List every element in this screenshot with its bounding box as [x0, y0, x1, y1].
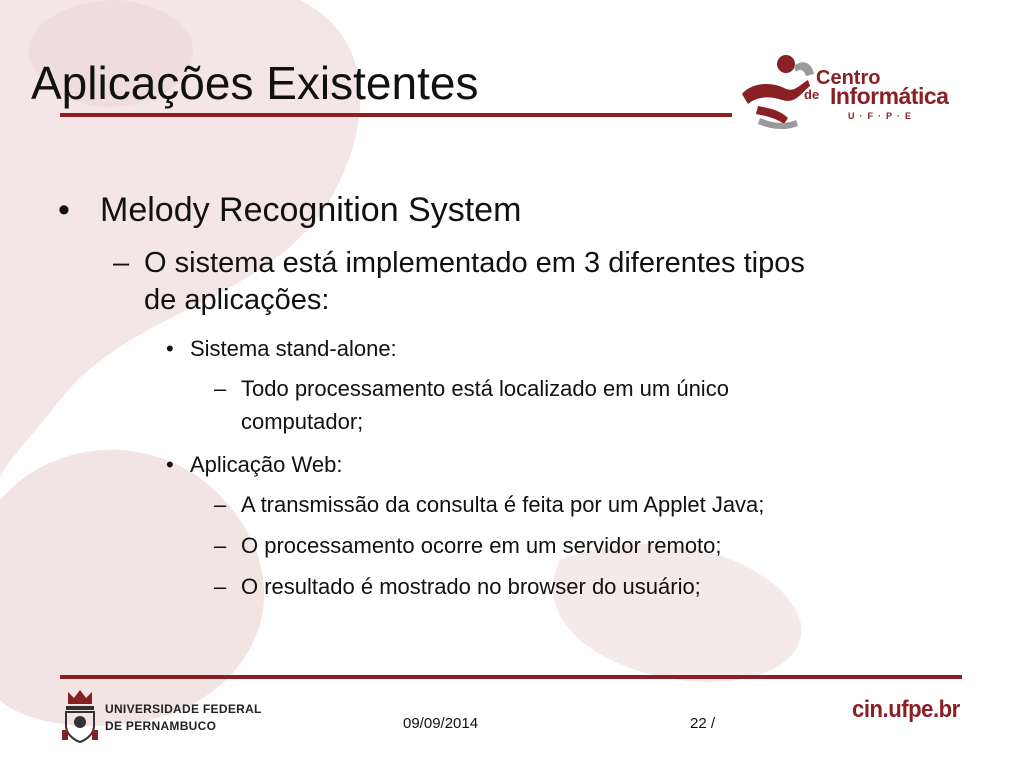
- bullet-text: A transmissão da consulta é feita por um Applet Java;: [241, 492, 765, 517]
- bullet-text: Sistema stand-alone:: [190, 336, 397, 361]
- bullet-marker: –: [214, 376, 227, 401]
- bullet-text: O processamento ocorre em um servidor remoto;: [241, 533, 722, 558]
- bullet-marker: –: [214, 492, 227, 517]
- bullet-marker: •: [58, 191, 70, 229]
- logo-line-informatica: Informática: [830, 83, 949, 109]
- logo-prefix-de: de: [804, 87, 820, 102]
- bullet-text: O sistema está implementado em 3 diferentes tipos: [144, 247, 805, 279]
- ufpe-crest-icon: [60, 688, 100, 744]
- ufpe-logo: [60, 688, 260, 744]
- footer-divider: [60, 675, 962, 679]
- bullet-marker: •: [166, 452, 174, 477]
- slide-date: 09/09/2014: [403, 715, 479, 732]
- bullet-text: computador;: [241, 409, 364, 434]
- bullet-marker: –: [214, 574, 227, 599]
- page-number: 22 /: [690, 715, 716, 732]
- bullet-marker: –: [113, 247, 130, 279]
- slide-title: Aplicações Existentes: [31, 57, 479, 109]
- bullet-marker: –: [214, 533, 227, 558]
- university-name-line2: DE PERNAMBUCO: [105, 719, 217, 733]
- logo-line-ufpe: U·F·P·E: [848, 111, 916, 121]
- bullet-text: Todo processamento está localizado em um único: [241, 376, 729, 401]
- bullet-text: de aplicações:: [144, 284, 330, 316]
- university-name-line1: UNIVERSIDADE FEDERAL: [105, 702, 262, 716]
- logo-line-centro: Centro: [816, 67, 881, 89]
- site-url[interactable]: cin.ufpe.br: [852, 696, 960, 723]
- bullet-marker: •: [166, 336, 174, 361]
- title-divider: [60, 113, 732, 117]
- bullet-text: O resultado é mostrado no browser do usuário;: [241, 574, 701, 599]
- bullet-text: Melody Recognition System: [100, 191, 522, 229]
- centro-informatica-logo: [738, 48, 968, 130]
- bullet-text: Aplicação Web:: [190, 452, 343, 477]
